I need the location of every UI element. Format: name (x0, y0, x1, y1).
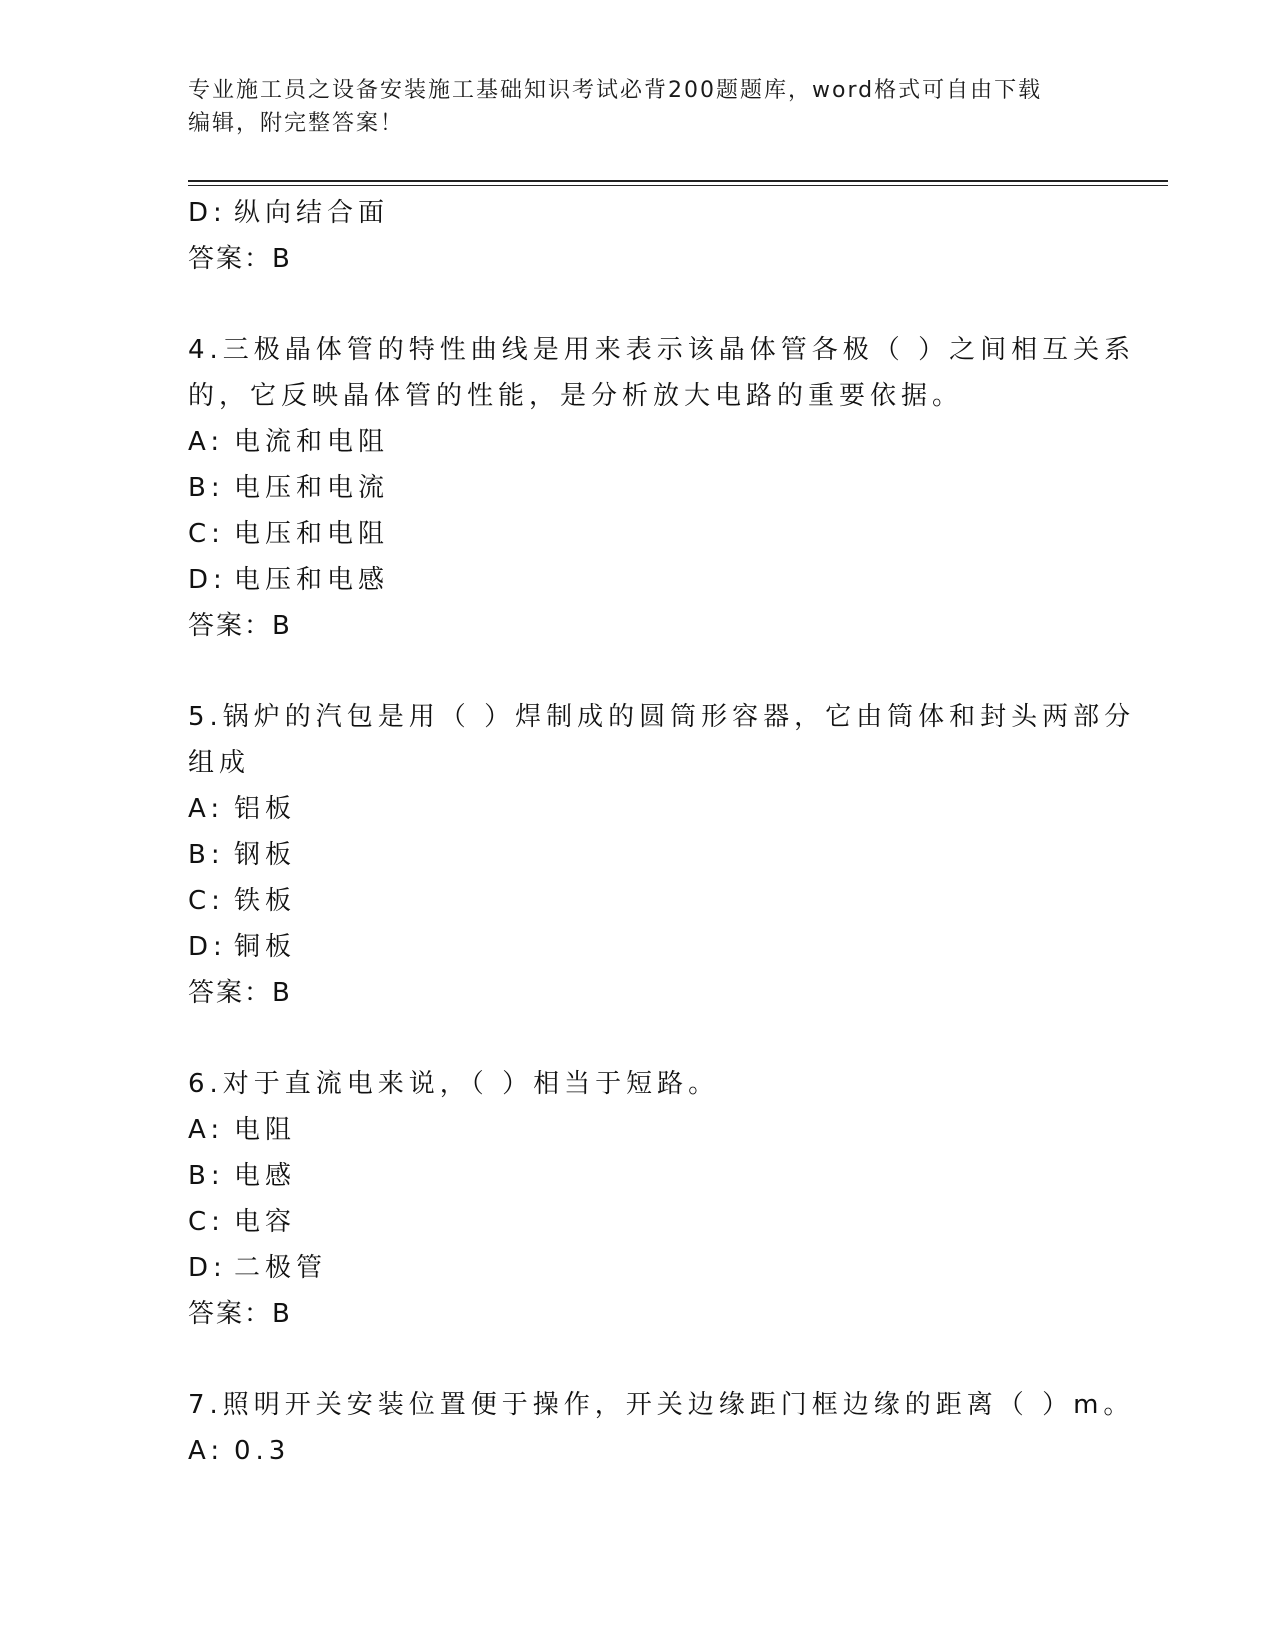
question-5 (188, 694, 1136, 1016)
document-header (188, 74, 1088, 140)
question-6 (188, 1061, 1088, 1337)
option-text: 电流和电阻 (234, 427, 390, 457)
option-text: 钢板 (234, 840, 297, 870)
option-key: D: (188, 198, 227, 228)
answer: 答案：B (188, 1299, 292, 1329)
question-text-line-1: 7.照明开关安装位置便于操作，开关边缘距门框边缘的距离（ ）m。 (188, 1390, 1135, 1420)
option-text: 电阻 (234, 1115, 297, 1145)
option-text: 电容 (234, 1207, 297, 1237)
option-c (188, 511, 1088, 557)
option-key: A: (188, 427, 225, 457)
question-text-line-1: 4.三极晶体管的特性曲线是用来表示该晶体管各极（ ）之间相互关系 (188, 335, 1136, 365)
question-list (188, 190, 1136, 1474)
option-a (188, 1428, 1088, 1474)
option-key: D: (188, 932, 227, 962)
question-4 (188, 327, 1136, 649)
question-7 (188, 1382, 1135, 1474)
option-key: B: (188, 473, 225, 503)
header-divider-thin (188, 185, 1168, 186)
option-key: C: (188, 886, 225, 916)
option-text: 电压和电流 (234, 473, 390, 503)
question-text-line-1: 5.锅炉的汽包是用（ ）焊制成的圆筒形容器，它由筒体和封头两部分 (188, 702, 1136, 732)
option-b (188, 1153, 1088, 1199)
option-text: 铝板 (234, 794, 297, 824)
question-text-line-1: 6.对于直流电来说，（ ）相当于短路。 (188, 1069, 720, 1099)
option-key: A: (188, 1436, 225, 1466)
header-divider-thick (188, 180, 1168, 182)
option-d (188, 190, 1088, 236)
option-a (188, 1107, 1088, 1153)
answer: 答案：B (188, 244, 292, 274)
option-a (188, 786, 1088, 832)
answer: 答案：B (188, 611, 292, 641)
option-d (188, 557, 1088, 603)
header-line-1: 专业施工员之设备安装施工基础知识考试必背200题题库，word格式可自由下载 (188, 78, 1043, 103)
option-b (188, 832, 1088, 878)
option-key: C: (188, 519, 225, 549)
option-text: 纵向结合面 (234, 198, 390, 228)
option-key: D: (188, 565, 227, 595)
option-text: 电感 (234, 1161, 297, 1191)
option-key: C: (188, 1207, 225, 1237)
option-key: A: (188, 794, 225, 824)
question-text-line-2: 组成 (188, 748, 251, 778)
option-text: 铜板 (234, 932, 297, 962)
option-c (188, 1199, 1088, 1245)
option-c (188, 878, 1088, 924)
option-text: 电压和电阻 (234, 519, 390, 549)
option-text: 铁板 (234, 886, 297, 916)
answer: 答案：B (188, 978, 292, 1008)
option-text: 二极管 (234, 1253, 328, 1283)
option-key: B: (188, 1161, 225, 1191)
option-key: A: (188, 1115, 225, 1145)
option-b (188, 465, 1088, 511)
option-key: B: (188, 840, 225, 870)
option-d (188, 1245, 1088, 1291)
question-text-line-2: 的，它反映晶体管的性能，是分析放大电路的重要依据。 (188, 381, 964, 411)
option-a (188, 419, 1088, 465)
option-text: 0.3 (234, 1436, 291, 1466)
option-text: 电压和电感 (234, 565, 390, 595)
header-line-2: 编辑，附完整答案！ (188, 111, 405, 136)
option-d (188, 924, 1088, 970)
option-key: D: (188, 1253, 227, 1283)
